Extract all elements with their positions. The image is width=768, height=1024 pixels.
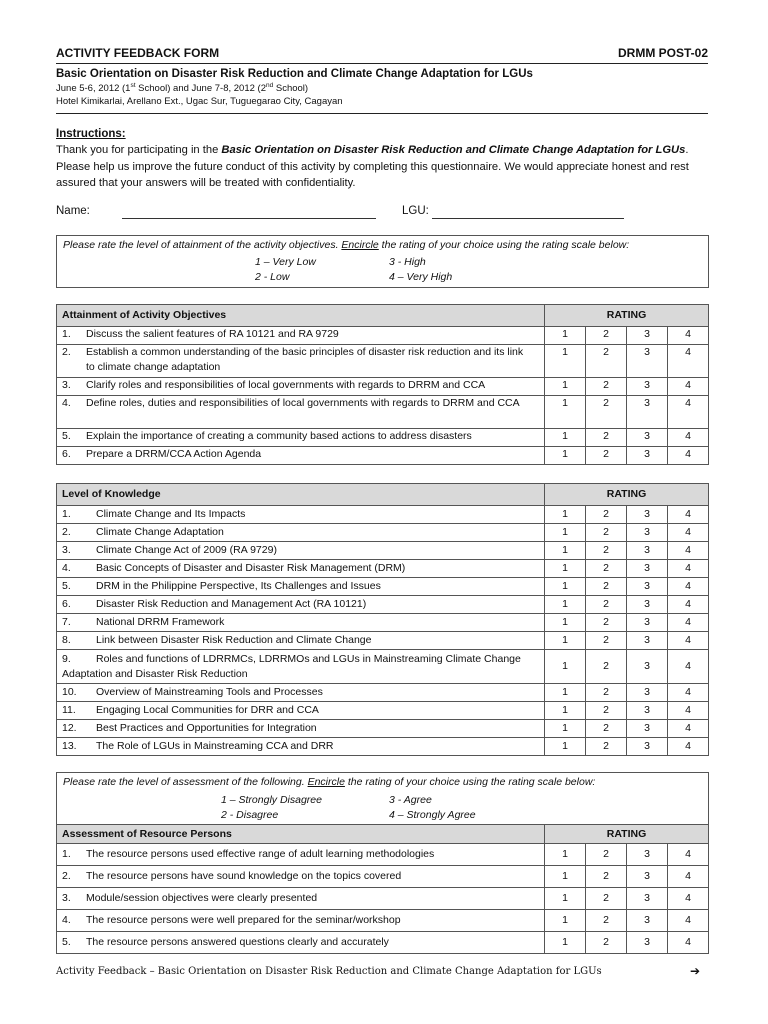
rating-option-4[interactable]: 4: [668, 524, 709, 542]
rating-option-1[interactable]: 1: [545, 932, 586, 954]
objectives-row: [57, 447, 709, 465]
rating-option-3[interactable]: 3: [627, 650, 668, 684]
knowledge-item-cell: [57, 614, 545, 632]
rating-option-1[interactable]: 1: [545, 429, 586, 447]
rating-option-2[interactable]: 2: [586, 702, 627, 720]
rating-option-2[interactable]: 2: [586, 866, 627, 888]
item-text: Roles and functions of LDRRMCs, LDRRMOs and LGUs in Mainstreaming Climate Change Adaptation and Disaster Risk Reduction: [62, 652, 521, 680]
rating-option-4[interactable]: 4: [668, 738, 709, 756]
rating-option-3[interactable]: 3: [627, 542, 668, 560]
rating-option-2[interactable]: 2: [586, 650, 627, 684]
resource-row: [57, 866, 709, 888]
item-number: 3.: [62, 379, 71, 391]
rating-option-2[interactable]: 2: [586, 614, 627, 632]
rating-option-3[interactable]: 3: [627, 702, 668, 720]
form-header: [56, 46, 708, 64]
rating-option-4[interactable]: 4: [668, 866, 709, 888]
objectives-item-cell: [57, 345, 545, 378]
rating-option-4[interactable]: 4: [668, 506, 709, 524]
rating-option-1[interactable]: 1: [545, 327, 586, 345]
knowledge-item-cell: [57, 684, 545, 702]
objectives-item-cell: [57, 378, 545, 396]
resource-item-cell: [57, 932, 545, 954]
name-label: Name:: [56, 205, 90, 217]
rating-option-2[interactable]: 2: [586, 327, 627, 345]
rating-option-1[interactable]: 1: [545, 866, 586, 888]
knowledge-item-cell: [57, 596, 545, 614]
knowledge-heading: Level of Knowledge: [57, 484, 545, 506]
rating-option-1[interactable]: 1: [545, 684, 586, 702]
rating-option-2[interactable]: 2: [586, 932, 627, 954]
rating-option-2[interactable]: 2: [586, 560, 627, 578]
rating-option-1[interactable]: 1: [545, 524, 586, 542]
rating-option-2[interactable]: 2: [586, 684, 627, 702]
rating-option-1[interactable]: 1: [545, 720, 586, 738]
item-text: The resource persons have sound knowledge on the topics covered: [86, 870, 402, 882]
knowledge-row: [57, 632, 709, 650]
scale-instruction: Please rate the level of assessment of the following. Encircle the rating of your choice using the rating scale below:: [63, 776, 596, 788]
resource-item-cell: [57, 866, 545, 888]
rating-option-2[interactable]: 2: [586, 524, 627, 542]
knowledge-item-cell: [57, 650, 545, 684]
name-field[interactable]: [122, 218, 376, 219]
item-number: 1.: [62, 328, 71, 340]
objectives-item-cell: [57, 447, 545, 465]
objectives-row: [57, 396, 709, 429]
rating-option-3[interactable]: 3: [627, 524, 668, 542]
rating-option-3[interactable]: 3: [627, 932, 668, 954]
rating-option-1[interactable]: 1: [545, 632, 586, 650]
rating-option-1[interactable]: 1: [545, 614, 586, 632]
item-text: Discuss the salient features of RA 10121 and RA 9729: [86, 328, 339, 340]
footer-text: Activity Feedback – Basic Orientation on Disaster Risk Reduction and Climate Change Adaptation for LGUs: [56, 966, 602, 977]
rating-option-4[interactable]: 4: [668, 429, 709, 447]
resource-item-cell: [57, 888, 545, 910]
item-number: 11.: [62, 704, 76, 716]
rating-option-3[interactable]: 3: [627, 614, 668, 632]
knowledge-row: [57, 506, 709, 524]
item-text: The Role of LGUs in Mainstreaming CCA and DRR: [96, 740, 334, 752]
rating-option-1[interactable]: 1: [545, 702, 586, 720]
rating-option-4[interactable]: 4: [668, 596, 709, 614]
resource-row: [57, 844, 709, 866]
item-text: Prepare a DRRM/CCA Action Agenda: [86, 448, 262, 460]
rating-option-2[interactable]: 2: [586, 844, 627, 866]
item-number: 2.: [62, 346, 71, 358]
item-text: Define roles, duties and responsibilities of local governments with regards to DRRM and CCA: [86, 397, 520, 409]
knowledge-item-cell: [57, 560, 545, 578]
rating-heading: RATING: [545, 305, 709, 327]
rating-option-3[interactable]: 3: [627, 560, 668, 578]
item-text: Module/session objectives were clearly presented: [86, 892, 318, 904]
scale-item-3: 3 - Agree: [389, 794, 432, 806]
event-dates: June 5-6, 2012 (1st School) and June 7-8, 2012 (2nd School): [56, 82, 309, 95]
resource-item-cell: [57, 844, 545, 866]
rating-option-4[interactable]: 4: [668, 632, 709, 650]
item-number: 8.: [62, 634, 71, 646]
item-number: 6.: [62, 448, 71, 460]
knowledge-row: [57, 560, 709, 578]
rating-option-2[interactable]: 2: [586, 447, 627, 465]
item-number: 5.: [62, 430, 71, 442]
rating-option-1[interactable]: 1: [545, 396, 586, 429]
rating-option-4[interactable]: 4: [668, 684, 709, 702]
page-footer: [56, 966, 708, 977]
rating-option-1[interactable]: 1: [545, 910, 586, 932]
item-number: 3.: [62, 544, 71, 556]
rating-option-4[interactable]: 4: [668, 614, 709, 632]
rating-option-1[interactable]: 1: [545, 506, 586, 524]
rating-option-2[interactable]: 2: [586, 542, 627, 560]
item-number: 12.: [62, 722, 77, 734]
rating-option-2[interactable]: 2: [586, 596, 627, 614]
item-number: 13.: [62, 740, 77, 752]
item-text: Climate Change and Its Impacts: [96, 508, 246, 520]
rating-option-1[interactable]: 1: [545, 542, 586, 560]
item-number: 7.: [62, 616, 71, 628]
objectives-row: [57, 378, 709, 396]
item-text: Establish a common understanding of the basic principles of disaster risk reduction and its link to climate change adaptation: [86, 346, 524, 373]
item-text: The resource persons answered questions clearly and accurately: [86, 936, 389, 948]
next-page-arrow-icon[interactable]: ➔: [689, 964, 700, 978]
participant-fields: [56, 205, 708, 221]
rating-option-3[interactable]: 3: [627, 910, 668, 932]
knowledge-row: [57, 738, 709, 756]
item-number: 4.: [62, 562, 71, 574]
rating-option-4[interactable]: 4: [668, 888, 709, 910]
knowledge-table: [56, 483, 709, 756]
item-text: DRM in the Philippine Perspective, Its Challenges and Issues: [96, 580, 381, 592]
resource-row: [57, 888, 709, 910]
knowledge-item-cell: [57, 738, 545, 756]
knowledge-item-cell: [57, 542, 545, 560]
rating-option-1[interactable]: 1: [545, 345, 586, 378]
item-number: 4.: [62, 914, 71, 926]
rating-option-3[interactable]: 3: [627, 888, 668, 910]
rating-option-3[interactable]: 3: [627, 596, 668, 614]
objectives-item-cell: [57, 327, 545, 345]
item-text: Best Practices and Opportunities for Integration: [96, 722, 317, 734]
rating-option-2[interactable]: 2: [586, 429, 627, 447]
rating-option-2[interactable]: 2: [586, 738, 627, 756]
item-number: 9.: [62, 652, 71, 665]
scale-item-2: 2 - Disagree: [221, 809, 279, 821]
item-text: Basic Concepts of Disaster and Disaster Risk Management (DRM): [96, 562, 406, 574]
rating-option-4[interactable]: 4: [668, 720, 709, 738]
rating-option-4[interactable]: 4: [668, 910, 709, 932]
lgu-field[interactable]: [432, 218, 624, 219]
instructions-text: Thank you for participating in the Basic Orientation on Disaster Risk Reduction and Climate Change Adaptation for LGUs. Please help us improve the future conduct of this activity by completing this questionnaire. We would appreciate honest and rest assured that your answers will be treated with confidentiality.: [56, 144, 689, 189]
item-text: National DRRM Framework: [96, 616, 225, 628]
rating-heading: RATING: [545, 484, 709, 506]
rating-option-4[interactable]: 4: [668, 560, 709, 578]
resource-row: [57, 932, 709, 954]
rating-option-1[interactable]: 1: [545, 888, 586, 910]
rating-option-4[interactable]: 4: [668, 378, 709, 396]
item-text: Link between Disaster Risk Reduction and Climate Change: [96, 634, 372, 646]
rating-option-4[interactable]: 4: [668, 578, 709, 596]
knowledge-row: [57, 596, 709, 614]
rating-option-3[interactable]: 3: [627, 447, 668, 465]
header-divider: [56, 63, 708, 64]
rating-option-3[interactable]: 3: [627, 578, 668, 596]
item-text: Clarify roles and responsibilities of local governments with regards to DRRM and CCA: [86, 379, 486, 391]
rating-option-2[interactable]: 2: [586, 888, 627, 910]
rating-option-2[interactable]: 2: [586, 506, 627, 524]
resource-row: [57, 910, 709, 932]
rating-option-1[interactable]: 1: [545, 650, 586, 684]
item-number: 2.: [62, 870, 71, 882]
rating-option-1[interactable]: 1: [545, 738, 586, 756]
rating-option-4[interactable]: 4: [668, 702, 709, 720]
knowledge-item-cell: [57, 524, 545, 542]
knowledge-row: [57, 524, 709, 542]
knowledge-item-cell: [57, 578, 545, 596]
rating-scale-box-assessment: [56, 772, 709, 825]
rating-option-4[interactable]: 4: [668, 327, 709, 345]
event-venue: Hotel Kimikarlai, Arellano Ext., Ugac Sur, Tuguegarao City, Cagayan: [56, 96, 343, 107]
knowledge-row: [57, 578, 709, 596]
rating-heading: RATING: [545, 825, 709, 844]
item-number: 2.: [62, 526, 71, 538]
scale-item-1: 1 – Very Low: [255, 256, 316, 268]
knowledge-row: [57, 614, 709, 632]
objectives-header-row: [57, 305, 709, 327]
resource-persons-table: [56, 824, 709, 954]
rating-option-3[interactable]: 3: [627, 866, 668, 888]
item-text: Explain the importance of creating a community based actions to address disasters: [86, 430, 472, 442]
objectives-table: [56, 304, 709, 465]
knowledge-row: [57, 650, 709, 684]
rating-option-4[interactable]: 4: [668, 542, 709, 560]
item-number: 1.: [62, 508, 71, 520]
rating-option-4[interactable]: 4: [668, 650, 709, 684]
knowledge-row: [57, 702, 709, 720]
item-number: 6.: [62, 598, 71, 610]
knowledge-row: [57, 542, 709, 560]
rating-option-4[interactable]: 4: [668, 932, 709, 954]
rating-option-4[interactable]: 4: [668, 396, 709, 429]
resource-heading: Assessment of Resource Persons: [57, 825, 545, 844]
item-text: The resource persons were well prepared for the seminar/workshop: [86, 914, 401, 926]
knowledge-item-cell: [57, 720, 545, 738]
rating-option-2[interactable]: 2: [586, 396, 627, 429]
scale-item-4: 4 – Very High: [389, 271, 453, 283]
rating-option-1[interactable]: 1: [545, 578, 586, 596]
rating-option-3[interactable]: 3: [627, 327, 668, 345]
scale-item-2: 2 - Low: [255, 271, 290, 283]
knowledge-item-cell: [57, 632, 545, 650]
knowledge-row: [57, 684, 709, 702]
rating-option-3[interactable]: 3: [627, 720, 668, 738]
rating-option-2[interactable]: 2: [586, 345, 627, 378]
resource-item-cell: [57, 910, 545, 932]
rating-option-2[interactable]: 2: [586, 720, 627, 738]
rating-option-4[interactable]: 4: [668, 447, 709, 465]
knowledge-header-row: [57, 484, 709, 506]
knowledge-row: [57, 720, 709, 738]
rating-option-3[interactable]: 3: [627, 396, 668, 429]
item-text: Overview of Mainstreaming Tools and Processes: [96, 686, 323, 698]
item-number: 4.: [62, 397, 71, 409]
item-text: The resource persons used effective range of adult learning methodologies: [86, 848, 435, 860]
rating-option-3[interactable]: 3: [627, 738, 668, 756]
event-title: Basic Orientation on Disaster Risk Reduction and Climate Change Adaptation for LGUs: [56, 68, 533, 80]
objectives-row: [57, 429, 709, 447]
item-number: 1.: [62, 848, 71, 860]
rating-option-3[interactable]: 3: [627, 844, 668, 866]
rating-option-3[interactable]: 3: [627, 506, 668, 524]
form-title: ACTIVITY FEEDBACK FORM: [56, 46, 220, 60]
objectives-row: [57, 327, 709, 345]
rating-option-3[interactable]: 3: [627, 632, 668, 650]
scale-instruction: Please rate the level of attainment of the activity objectives. Encircle the rating of your choice using the rating scale below:: [63, 239, 630, 251]
subheader-divider: [56, 113, 708, 114]
objectives-item-cell: [57, 429, 545, 447]
rating-option-1[interactable]: 1: [545, 378, 586, 396]
rating-scale-box-objectives: [56, 235, 709, 288]
rating-option-3[interactable]: 3: [627, 684, 668, 702]
scale-item-3: 3 - High: [389, 256, 426, 268]
rating-option-4[interactable]: 4: [668, 345, 709, 378]
knowledge-item-cell: [57, 506, 545, 524]
item-text: Climate Change Act of 2009 (RA 9729): [96, 544, 277, 556]
rating-option-2[interactable]: 2: [586, 910, 627, 932]
scale-item-4: 4 – Strongly Agree: [389, 809, 476, 821]
rating-option-3[interactable]: 3: [627, 345, 668, 378]
item-number: 3.: [62, 892, 71, 904]
item-text: Engaging Local Communities for DRR and CCA: [96, 704, 319, 716]
rating-option-2[interactable]: 2: [586, 378, 627, 396]
resource-header-row: [57, 825, 709, 844]
item-text: Disaster Risk Reduction and Management Act (RA 10121): [96, 598, 367, 610]
objectives-item-cell: [57, 396, 545, 429]
lgu-label: LGU:: [402, 205, 429, 217]
rating-option-1[interactable]: 1: [545, 844, 586, 866]
rating-option-1[interactable]: 1: [545, 596, 586, 614]
instructions-heading: Instructions:: [56, 128, 126, 140]
rating-option-1[interactable]: 1: [545, 560, 586, 578]
item-text: Climate Change Adaptation: [96, 526, 224, 538]
objectives-row: [57, 345, 709, 378]
rating-option-4[interactable]: 4: [668, 844, 709, 866]
item-number: 5.: [62, 936, 71, 948]
rating-option-2[interactable]: 2: [586, 578, 627, 596]
rating-option-3[interactable]: 3: [627, 378, 668, 396]
objectives-heading: Attainment of Activity Objectives: [57, 305, 545, 327]
rating-option-2[interactable]: 2: [586, 632, 627, 650]
item-number: 5.: [62, 580, 71, 592]
item-number: 10.: [62, 686, 77, 698]
scale-item-1: 1 – Strongly Disagree: [221, 794, 322, 806]
form-code: DRMM POST-02: [617, 46, 708, 60]
rating-option-3[interactable]: 3: [627, 429, 668, 447]
knowledge-item-cell: [57, 702, 545, 720]
rating-option-1[interactable]: 1: [545, 447, 586, 465]
